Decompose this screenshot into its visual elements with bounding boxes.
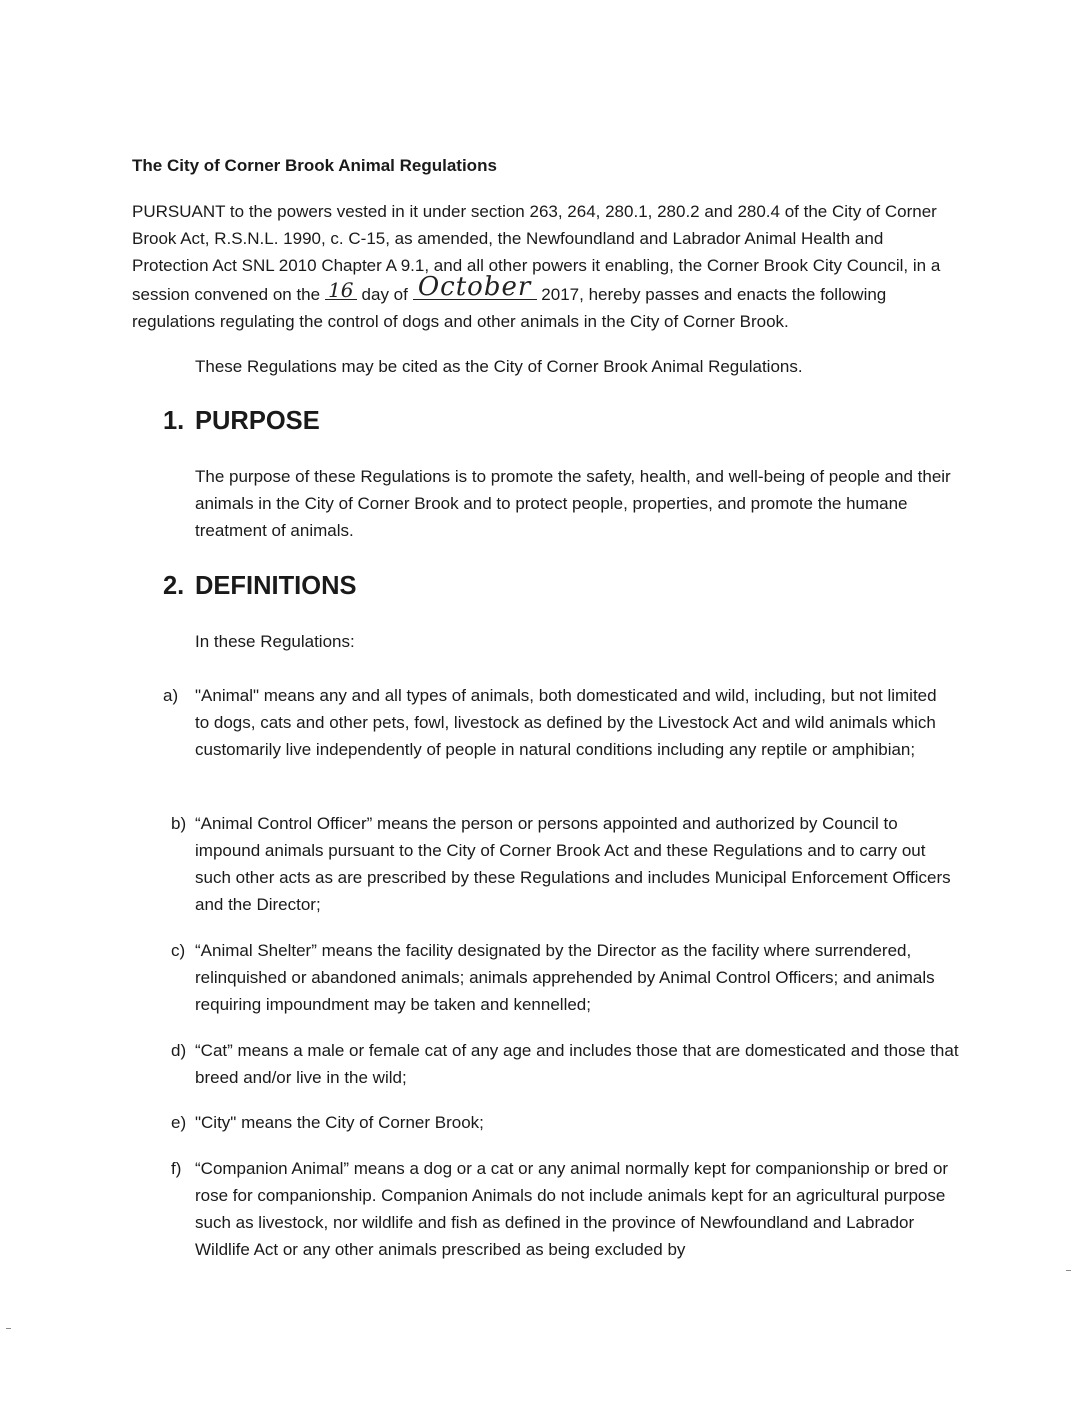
- definition-item: [163, 682, 955, 763]
- definition-marker: d): [171, 1041, 187, 1060]
- section-definitions-heading: [163, 573, 357, 600]
- definition-text: “Cat” means a male or female cat of any age and includes those that are domesticated and those that breed and/or live in the wild;: [195, 1041, 959, 1087]
- intro-text-part1: PURSUANT to the powers vested in it under section 263, 264, 280.1, 280.2 and 280.4 of the City of Corner Brook Act, R.S.N.L. 1990, c. C-15, as amended, the Newfoundland and Labrador Animal Health and Protection Act SNL 2010 Chapter A 9.1, and all other powers it enabling, the Corner Brook City Council, in a session convened on the: [132, 202, 941, 304]
- purpose-body: The purpose of these Regulations is to promote the safety, health, and well-being of people and their animals in the City of Corner Brook and to protect people, properties, and promote the humane treatment of animals.: [195, 467, 951, 540]
- definition-marker: e): [171, 1113, 187, 1132]
- section-number: 1.: [163, 407, 185, 435]
- day-blank: [325, 279, 357, 300]
- intro-text-part2: day of: [356, 285, 413, 304]
- definition-text: “Animal Control Officer” means the person or persons appointed and authorized by Council to impound animals pursuant to the City of Corner Brook Act and these Regulations and to carry out such other acts as are prescribed by these Regulations and includes Municipal Enforcement Officers and the Director;: [195, 814, 951, 914]
- definition-item: [171, 810, 955, 918]
- definition-item: [171, 1155, 955, 1263]
- handwritten-month: October: [417, 272, 532, 302]
- definition-text: “Companion Animal” means a dog or a cat or any animal normally kept for companionship or bred or rose for companionship. Companion Animals do not include animals kept for an agricultural purpose such as livestock, nor wildlife and fish as defined in the province of Newfoundland and Labrador Wildlife Act or any other animals prescribed as being excluded by: [195, 1159, 949, 1259]
- section-title: PURPOSE: [195, 407, 320, 435]
- definition-marker: a): [163, 686, 179, 705]
- handwritten-day: 16: [328, 278, 354, 302]
- definition-marker: c): [171, 941, 186, 960]
- definition-item: [171, 1109, 955, 1136]
- section-number: 2.: [163, 572, 185, 600]
- section-title: DEFINITIONS: [195, 572, 357, 600]
- definition-item: [171, 1037, 965, 1091]
- scan-speck: [1066, 1270, 1071, 1271]
- definition-text: “Animal Shelter” means the facility designated by the Director as the facility where surrendered, relinquished or abandoned animals; animals apprehended by Animal Control Officers; and animals requiring impoundment may be taken and kennelled;: [195, 941, 935, 1014]
- intro-text-part3: 2017, hereby passes and enacts the following regulations regulating the control of dogs and other animals in the City of Corner Brook.: [132, 285, 887, 331]
- definition-text: "Animal" means any and all types of animals, both domesticated and wild, including, but not limited to dogs, cats and other pets, fowl, livestock as defined by the Livestock Act and wild animals which customarily live independently of people in natural conditions including any reptile or amphibian;: [195, 686, 937, 759]
- definition-text: "City" means the City of Corner Brook;: [195, 1113, 484, 1132]
- scan-speck: [6, 1328, 11, 1329]
- citation-paragraph: These Regulations may be cited as the City of Corner Brook Animal Regulations.: [195, 357, 803, 376]
- definitions-intro: In these Regulations:: [195, 632, 355, 651]
- intro-paragraph: [132, 198, 952, 335]
- definition-marker: b): [171, 814, 187, 833]
- document-title: The City of Corner Brook Animal Regulations: [132, 156, 497, 175]
- definition-item: [171, 937, 955, 1018]
- definition-marker: f): [171, 1159, 182, 1178]
- section-purpose-heading: [163, 408, 320, 435]
- month-blank: [413, 272, 537, 302]
